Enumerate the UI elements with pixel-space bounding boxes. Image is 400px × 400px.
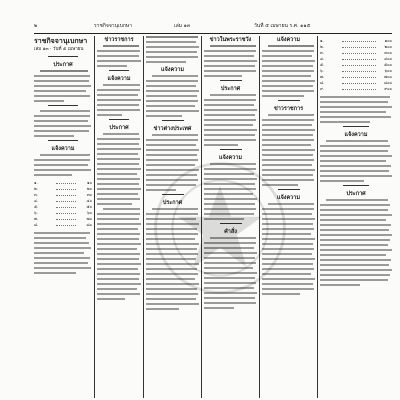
column-divider xyxy=(143,36,144,398)
list-item: ๑. ๑๐ xyxy=(34,180,92,185)
header-volume: เล่ม ๑๓ xyxy=(174,23,191,29)
section-heading: แจ้งความ xyxy=(344,132,368,138)
masthead-sub: เล่ม ๑๓ · วันที่ ๕ เมษายน xyxy=(34,47,84,52)
list-item: ๙. ๙๐๐ xyxy=(320,86,392,91)
section-heading: ประกาศ xyxy=(109,125,129,131)
column-4 xyxy=(204,36,257,398)
section-heading: ข่าวต่างประเทศ xyxy=(153,126,192,132)
header-rule xyxy=(34,33,392,34)
list-item: ๖. ๖๐ xyxy=(34,210,92,215)
section-heading: ประกาศ xyxy=(220,86,241,92)
price-list xyxy=(320,38,392,92)
section-heading: คำสั่ง xyxy=(224,229,237,235)
list-item: ๕. ๕๐๐ xyxy=(320,62,392,67)
column-divider xyxy=(259,36,260,398)
section-heading: แจ้งความ xyxy=(277,195,300,201)
section-heading: แจ้งความ xyxy=(161,67,184,73)
column-1 xyxy=(34,36,92,398)
column-divider xyxy=(94,36,95,398)
column-6 xyxy=(320,36,392,398)
list-item: ๕. ๕๐ xyxy=(34,204,92,209)
list-item: ๗. ๗๐ xyxy=(34,216,92,221)
list-item: ๘. ๘๐๐ xyxy=(320,80,392,85)
section-heading: แจ้งความ xyxy=(219,155,242,161)
header-date: วันที่ ๕ เมษายน ร.ศ. ๑๑๕ xyxy=(254,23,311,29)
section-heading: ข่าวในพระราชวัง xyxy=(209,37,252,43)
list-item: ๓. ๓๐ xyxy=(34,192,92,197)
list-item: ๗. ๗๐๐ xyxy=(320,74,392,79)
list-item: ๓. ๓๐๐ xyxy=(320,50,392,55)
section-heading: ประกาศ xyxy=(53,62,73,68)
section-heading: ประกาศ xyxy=(162,200,183,206)
section-heading: แจ้งความ xyxy=(51,146,75,152)
list-item: ๖. ๖๐๐ xyxy=(320,68,392,73)
list-item: ๔. ๔๐๐ xyxy=(320,56,392,61)
column-3 xyxy=(146,36,199,398)
separator xyxy=(48,56,78,57)
column-2 xyxy=(97,36,141,398)
section-heading: ประกาศ xyxy=(346,191,366,197)
section-heading: ข่าวราชการ xyxy=(104,37,134,43)
masthead-title: ราชกิจจานุเบกษา xyxy=(34,36,88,45)
header-publication: ราชกิจจานุเบกษา xyxy=(94,23,133,29)
list-item: ๑. ๑๐๐ xyxy=(320,38,392,43)
column-5 xyxy=(262,36,315,398)
list-item: ๒. ๒๐๐ xyxy=(320,44,392,49)
page-header xyxy=(34,22,392,30)
list-item: ๒. ๒๐ xyxy=(34,186,92,191)
column-divider xyxy=(201,36,202,398)
page-number: ๒ xyxy=(34,23,38,29)
section-heading: แจ้งความ xyxy=(107,76,131,82)
section-heading: ข่าวราชการ xyxy=(273,106,304,112)
list-item: ๔. ๔๐ xyxy=(34,198,92,203)
list-item: ๘. ๘๐ xyxy=(34,222,92,227)
price-list xyxy=(34,180,92,228)
section-heading: แจ้งความ xyxy=(277,37,300,43)
column-divider xyxy=(317,36,318,398)
